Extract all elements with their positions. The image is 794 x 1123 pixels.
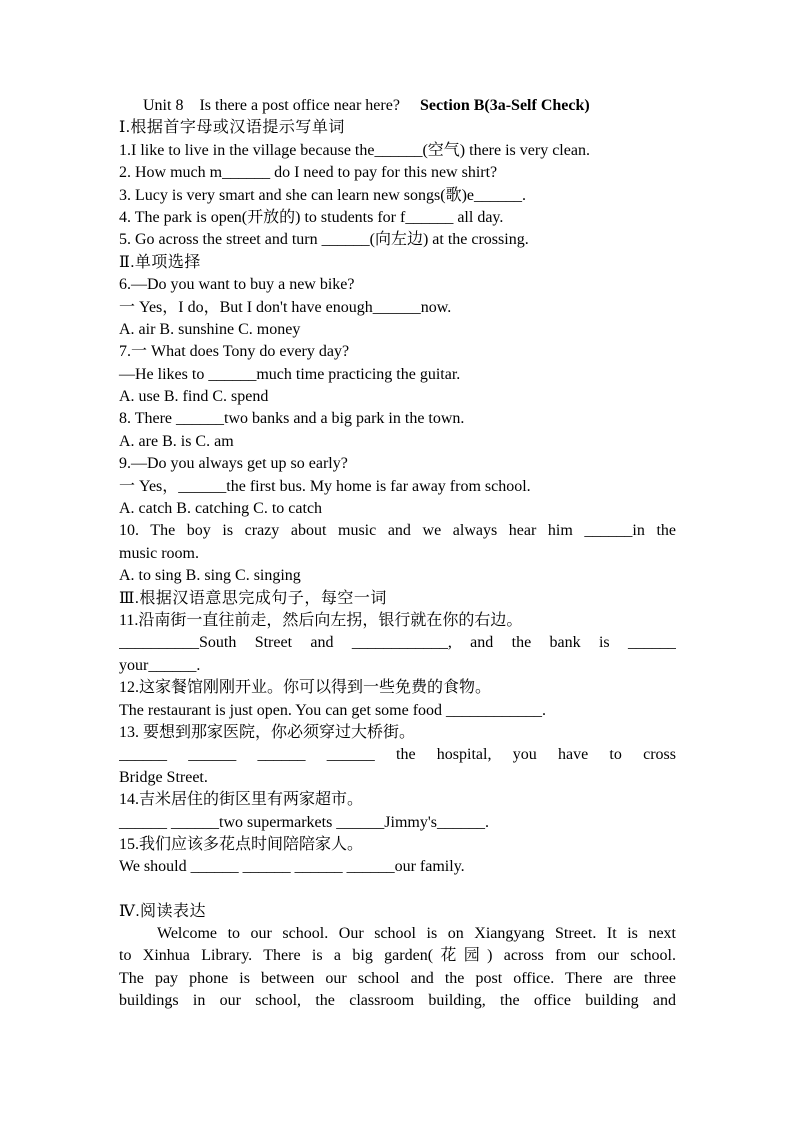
- worksheet-page: [119, 95, 676, 1013]
- reading-line-3: The pay phone is between our school and the post office. There are three: [119, 969, 676, 987]
- question-8: 8. There ______two banks and a big park in the town.: [119, 410, 465, 428]
- section-heading-4: Ⅳ.阅读表达: [119, 902, 206, 920]
- question-13-prompt: 13. 要想到那家医院，你必须穿过大桥街。: [119, 723, 416, 741]
- question-2: 2. How much m______ do I need to pay for this new shirt?: [119, 164, 498, 182]
- question-7-options: A. use B. find C. spend: [119, 388, 269, 406]
- question-7: 7.一 What does Tony do every day?: [119, 343, 350, 361]
- unit-title: Unit 8 Is there a post office near here?: [143, 97, 420, 114]
- question-12-prompt: 12.这家餐馆刚刚开业。你可以得到一些免费的食物。: [119, 679, 492, 697]
- section-heading-1: Ⅰ.根据首字母或汉语提示写单词: [119, 119, 345, 137]
- question-11-blanks: __________South Street and ____________, and the bank is ______: [119, 634, 676, 652]
- reading-line-2: to Xinhua Library. There is a big garden(花园) across from our school.: [119, 947, 676, 965]
- reading-line-4: buildings in our school, the classroom building, the office building and: [119, 992, 676, 1010]
- question-8-options: A. are B. is C. am: [119, 432, 234, 450]
- question-6-answer-line: 一 Yes，I do，But I don't have enough______now.: [119, 298, 452, 316]
- question-13-blanks: ______ ______ ______ ______ the hospital, you have to cross: [119, 746, 676, 764]
- question-9-options: A. catch B. catching C. to catch: [119, 500, 323, 518]
- reading-line-1: Welcome to our school. Our school is on Xiangyang Street. It is next: [157, 925, 676, 943]
- page-title: [119, 95, 676, 117]
- question-9: 9.—Do you always get up so early?: [119, 455, 348, 473]
- question-6: 6.—Do you want to buy a new bike?: [119, 276, 355, 294]
- question-14-prompt: 14.吉米居住的街区里有两家超市。: [119, 791, 364, 809]
- question-15-blanks: We should ______ ______ ______ ______our family.: [119, 858, 465, 876]
- question-10-options: A. to sing B. sing C. singing: [119, 567, 301, 585]
- question-12-blanks: The restaurant is just open. You can get some food ____________.: [119, 701, 547, 719]
- question-14-blanks: ______ ______two supermarkets ______Jimmy's______.: [119, 813, 489, 831]
- question-4: 4. The park is open(开放的) to students for f______ all day.: [119, 208, 504, 226]
- section-title: Section B(3a-Self Check): [419, 97, 590, 114]
- question-5: 5. Go across the street and turn ______(向左边) at the crossing.: [119, 231, 529, 249]
- question-3: 3. Lucy is very smart and she can learn new songs(歌)e______.: [119, 186, 527, 204]
- question-6-options: A. air B. sunshine C. money: [119, 320, 301, 338]
- question-11-blanks-continued: your______.: [119, 656, 201, 674]
- question-10-continued: music room.: [119, 544, 199, 562]
- section-heading-3: Ⅲ.根据汉语意思完成句子，每空一词: [119, 589, 387, 607]
- section-spacer: [119, 879, 676, 901]
- question-11-prompt: 11.沿南街一直往前走，然后向左拐，银行就在你的右边。: [119, 611, 523, 629]
- question-13-blanks-continued: Bridge Street.: [119, 768, 208, 786]
- question-9-answer-line: 一 Yes，______the first bus. My home is far away from school.: [119, 477, 531, 495]
- section-heading-2: Ⅱ.单项选择: [119, 253, 201, 271]
- question-15-prompt: 15.我们应该多花点时间陪陪家人。: [119, 835, 364, 853]
- question-1: 1.I like to live in the village because the______(空气) there is very clean.: [119, 141, 590, 159]
- question-7-answer-line: —He likes to ______much time practicing the guitar.: [119, 365, 461, 383]
- question-10: 10. The boy is crazy about music and we always hear him ______in the: [119, 522, 676, 540]
